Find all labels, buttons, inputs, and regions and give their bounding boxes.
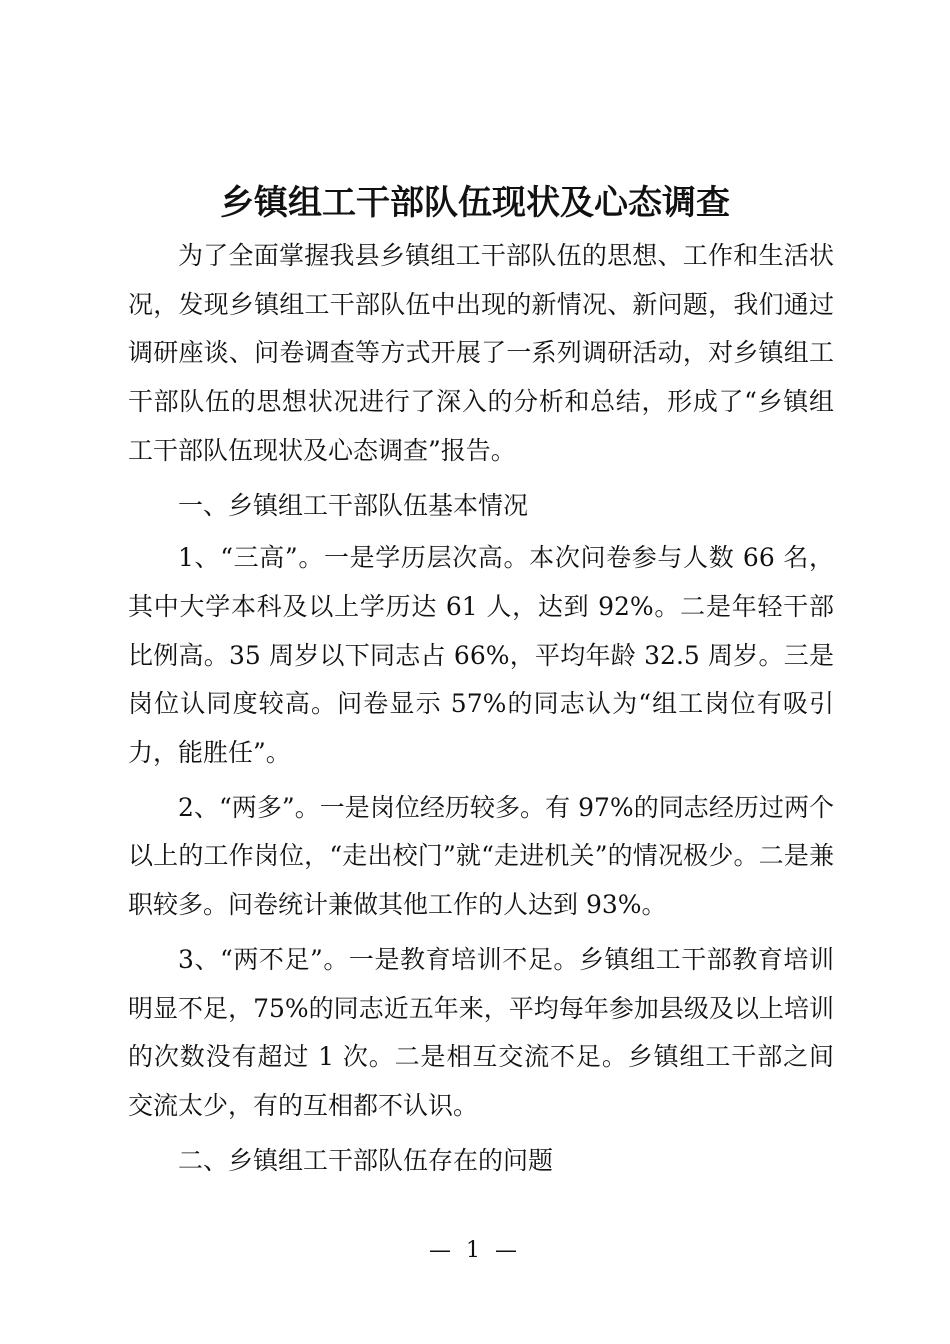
document-body xyxy=(128,232,834,1189)
section-heading-2: 二、乡镇组工干部队伍存在的问题 xyxy=(178,1145,554,1175)
paragraph-two-manys: 2、“两多”。一是岗位经历较多。有 97%的同志经历过两个以上的工作岗位，“走出校门”就“走进机关”的情况极少。二是兼职较多。问卷统计兼做其他工作的人达到 93%。 xyxy=(128,792,834,920)
paragraph-two-shortfalls: 3、“两不足”。一是教育培训不足。乡镇组工干部教育培训明显不足，75%的同志近五年来，平均每年参加县级及以上培训的次数没有超过 1 次。二是相互交流不足。乡镇组工干部之间交流太少，有的互相都不认识。 xyxy=(128,944,834,1120)
page-number: — 1 — xyxy=(429,1238,521,1263)
section-heading-1: 一、乡镇组工干部队伍基本情况 xyxy=(178,490,529,520)
document-title: 乡镇组工干部队伍现状及心态调查 xyxy=(220,183,730,223)
paragraph-three-highs: 1、“三高”。一是学历层次高。本次问卷参与人数 66 名，其中大学本科及以上学历达 61 人，达到 92%。二是年轻干部比例高。35 周岁以下同志占 66%，平均年龄 32.5 周岁。三是岗位认同度较高。问卷显示 57%的同志认为“组工岗位有吸引力，能胜任”。 xyxy=(128,543,834,768)
intro-paragraph: 为了全面掌握我县乡镇组工干部队伍的思想、工作和生活状况，发现乡镇组工干部队伍中出现的新情况、新问题，我们通过调研座谈、问卷调查等方式开展了一系列调研活动，对乡镇组工干部队伍的思想状况进行了深入的分析和总结，形成了“乡镇组工干部队伍现状及心态调查”报告。 xyxy=(128,241,834,465)
